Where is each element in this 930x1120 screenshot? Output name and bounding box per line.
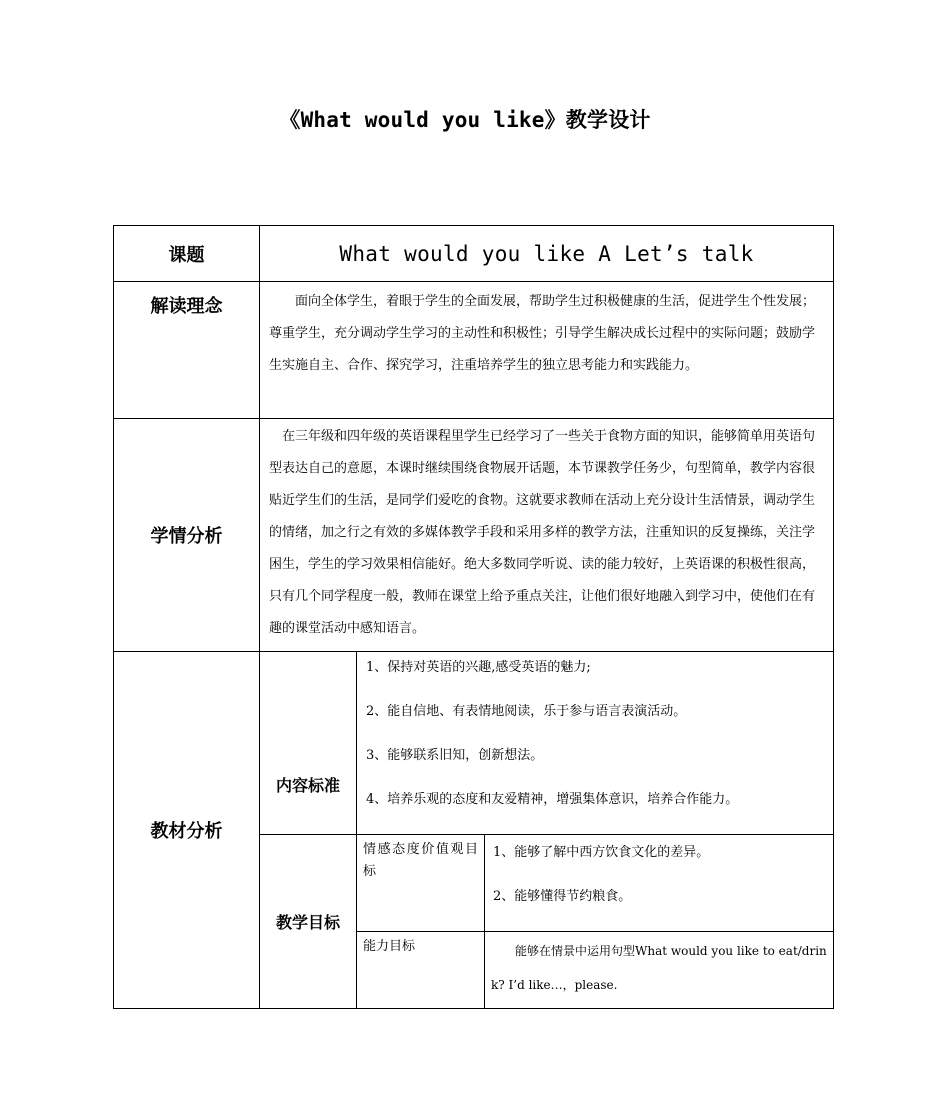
emotion-goal-list <box>485 835 834 932</box>
ability-goal-text: 能够在情景中运用句型What would you like to eat/drink? I’d like…，please. <box>485 932 834 1009</box>
list-item: 2、能够懂得节约粮食。 <box>493 889 632 904</box>
emotion-goal-label: 情感态度价值观目标 <box>357 835 485 932</box>
ability-goal-label: 能力目标 <box>357 932 485 1009</box>
list-item: 1、能够了解中西方饮食文化的差异。 <box>493 845 710 860</box>
lesson-plan-table <box>113 225 834 1009</box>
row-topic <box>114 226 834 282</box>
learners-text: 在三年级和四年级的英语课程里学生已经学习了一些关于食物方面的知识，能够简单用英语句型表达自己的意愿，本课时继续围绕食物展开话题，本节课教学任务少，句型简单，教学内容很贴近学生们的生活，是同学们爱吃的食物。这就要求教师在活动上充分设计生活情景，调动学生的情绪，加之行之有效的多媒体教学手段和采用多样的教学方法，注重知识的反复操练，关注学困生，学生的学习效果相信能好。绝大多数同学听说、读的能力较好，上英语课的积极性很高，只有几个同学程度一般，教师在课堂上给予重点关注，让他们很好地融入到学习中，使他们在有趣的课堂活动中感知语言。 <box>260 419 834 652</box>
row-content-standard <box>114 652 834 835</box>
list-item: 1、保持对英语的兴趣,感受英语的魅力; <box>366 660 591 675</box>
row-philosophy <box>114 282 834 419</box>
list-item: 3、能够联系旧知，创新想法。 <box>366 748 544 763</box>
philosophy-label: 解读理念 <box>114 282 260 419</box>
document-title: 《What would you like》教学设计 <box>279 108 651 132</box>
list-item: 4、培养乐观的态度和友爱精神，增强集体意识，培养合作能力。 <box>366 792 739 807</box>
teaching-goals-label: 教学目标 <box>260 835 357 1009</box>
topic-value: What would you like A Let’s talk <box>260 226 834 282</box>
philosophy-text: 面向全体学生，着眼于学生的全面发展，帮助学生过积极健康的生活，促进学生个性发展；尊重学生，充分调动学生学习的主动性和积极性；引导学生解决成长过程中的实际问题；鼓励学生实施自主、合作、探究学习，注重培养学生的独立思考能力和实践能力。 <box>260 282 834 419</box>
materials-label: 教材分析 <box>114 652 260 1009</box>
list-item: 2、能自信地、有表情地阅读，乐于参与语言表演活动。 <box>366 704 687 719</box>
learners-label: 学情分析 <box>114 419 260 652</box>
topic-label: 课题 <box>114 226 260 282</box>
row-learners <box>114 419 834 652</box>
content-standard-list <box>357 652 834 835</box>
content-standard-label: 内容标准 <box>260 652 357 835</box>
